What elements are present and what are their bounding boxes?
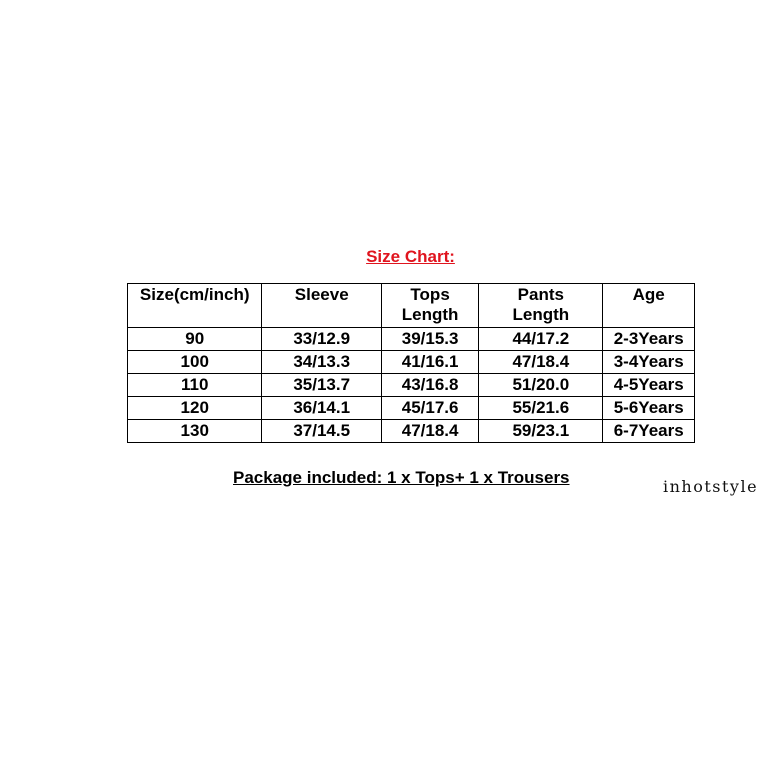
header-pants-length: Pants Length xyxy=(479,284,603,328)
cell-age: 3-4Years xyxy=(603,351,695,374)
cell-pants-length: 59/23.1 xyxy=(479,420,603,443)
cell-tops-length: 47/18.4 xyxy=(381,420,478,443)
table-row xyxy=(128,328,695,351)
cell-size: 100 xyxy=(128,351,262,374)
package-included-note: Package included: 1 x Tops+ 1 x Trousers xyxy=(233,468,570,487)
header-size: Size(cm/inch) xyxy=(128,284,262,328)
table-header-row xyxy=(128,284,695,328)
cell-size: 110 xyxy=(128,374,262,397)
cell-size: 130 xyxy=(128,420,262,443)
cell-sleeve: 35/13.7 xyxy=(262,374,382,397)
cell-age: 5-6Years xyxy=(603,397,695,420)
table-row xyxy=(128,397,695,420)
cell-age: 2-3Years xyxy=(603,328,695,351)
cell-sleeve: 34/13.3 xyxy=(262,351,382,374)
header-tops-length: Tops Length xyxy=(381,284,478,328)
cell-size: 120 xyxy=(128,397,262,420)
header-age: Age xyxy=(603,284,695,328)
cell-tops-length: 45/17.6 xyxy=(381,397,478,420)
cell-pants-length: 47/18.4 xyxy=(479,351,603,374)
table-row xyxy=(128,420,695,443)
cell-size: 90 xyxy=(128,328,262,351)
cell-pants-length: 55/21.6 xyxy=(479,397,603,420)
cell-age: 4-5Years xyxy=(603,374,695,397)
cell-tops-length: 39/15.3 xyxy=(381,328,478,351)
cell-age: 6-7Years xyxy=(603,420,695,443)
cell-sleeve: 36/14.1 xyxy=(262,397,382,420)
cell-tops-length: 41/16.1 xyxy=(381,351,478,374)
table-row xyxy=(128,351,695,374)
brand-logo-text: inhotstyle xyxy=(663,477,759,496)
cell-sleeve: 33/12.9 xyxy=(262,328,382,351)
cell-pants-length: 51/20.0 xyxy=(479,374,603,397)
size-table xyxy=(127,283,695,443)
cell-tops-length: 43/16.8 xyxy=(381,374,478,397)
cell-sleeve: 37/14.5 xyxy=(262,420,382,443)
cell-pants-length: 44/17.2 xyxy=(479,328,603,351)
header-sleeve: Sleeve xyxy=(262,284,382,328)
table-row xyxy=(128,374,695,397)
size-chart-title: Size Chart: xyxy=(366,247,455,266)
